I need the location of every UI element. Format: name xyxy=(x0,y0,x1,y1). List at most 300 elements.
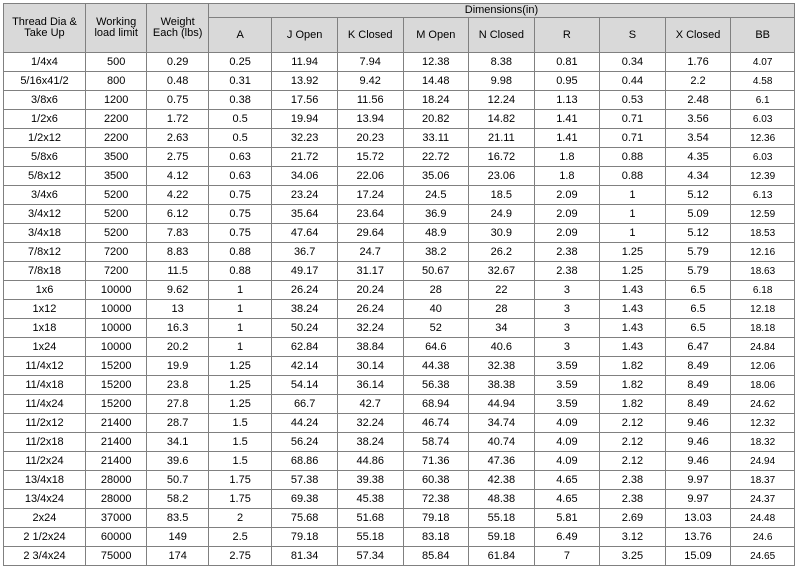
table-cell: 56.38 xyxy=(403,376,469,395)
table-cell: 44.38 xyxy=(403,357,469,376)
table-cell: 1.8 xyxy=(534,167,600,186)
table-cell: 2200 xyxy=(85,110,146,129)
table-cell: 46.74 xyxy=(403,414,469,433)
table-cell: 8.49 xyxy=(665,357,731,376)
table-cell: 58.74 xyxy=(403,433,469,452)
table-cell: 4.09 xyxy=(534,433,600,452)
table-cell: 35.06 xyxy=(403,167,469,186)
header-thread: Thread Dia & Take Up xyxy=(4,4,86,53)
table-cell: 15.72 xyxy=(337,148,403,167)
table-cell: 18.32 xyxy=(731,433,795,452)
table-cell: 26.2 xyxy=(469,243,535,262)
table-cell: 50.67 xyxy=(403,262,469,281)
table-cell: 1x24 xyxy=(4,338,86,357)
table-cell: 1.41 xyxy=(534,129,600,148)
table-cell: 3 xyxy=(534,281,600,300)
table-cell: 79.18 xyxy=(403,509,469,528)
table-row xyxy=(4,53,795,72)
table-cell: 37000 xyxy=(85,509,146,528)
table-cell: 60.38 xyxy=(403,471,469,490)
table-cell: 2.75 xyxy=(208,547,272,566)
table-cell: 68.86 xyxy=(272,452,338,471)
table-cell: 24.62 xyxy=(731,395,795,414)
table-cell: 3.59 xyxy=(534,376,600,395)
table-cell: 19.94 xyxy=(272,110,338,129)
table-cell: 19.9 xyxy=(147,357,208,376)
specs-table-container xyxy=(3,3,795,566)
table-cell: 0.34 xyxy=(600,53,666,72)
table-cell: 36.7 xyxy=(272,243,338,262)
table-cell: 0.75 xyxy=(208,224,272,243)
table-cell: 75000 xyxy=(85,547,146,566)
table-cell: 3.54 xyxy=(665,129,731,148)
table-cell: 9.46 xyxy=(665,452,731,471)
table-cell: 11/4x24 xyxy=(4,395,86,414)
table-cell: 6.49 xyxy=(534,528,600,547)
table-cell: 6.18 xyxy=(731,281,795,300)
table-cell: 12.18 xyxy=(731,300,795,319)
header-dimensions: Dimensions(in) xyxy=(208,4,794,18)
table-cell: 1.82 xyxy=(600,357,666,376)
table-cell: 1/2x12 xyxy=(4,129,86,148)
table-cell: 11.56 xyxy=(337,91,403,110)
table-cell: 5/16x41/2 xyxy=(4,72,86,91)
table-cell: 1/4x4 xyxy=(4,53,86,72)
table-cell: 500 xyxy=(85,53,146,72)
table-cell: 85.84 xyxy=(403,547,469,566)
table-cell: 17.24 xyxy=(337,186,403,205)
table-cell: 0.95 xyxy=(534,72,600,91)
table-cell: 2.48 xyxy=(665,91,731,110)
table-cell: 40 xyxy=(403,300,469,319)
table-cell: 2 3/4x24 xyxy=(4,547,86,566)
table-cell: 13/4x18 xyxy=(4,471,86,490)
table-cell: 5.09 xyxy=(665,205,731,224)
table-cell: 3500 xyxy=(85,148,146,167)
table-cell: 15200 xyxy=(85,376,146,395)
header-dim-7: X Closed xyxy=(665,18,731,53)
table-row xyxy=(4,471,795,490)
table-cell: 7/8x18 xyxy=(4,262,86,281)
table-cell: 34.06 xyxy=(272,167,338,186)
table-cell: 12.16 xyxy=(731,243,795,262)
table-cell: 5.79 xyxy=(665,262,731,281)
table-cell: 6.1 xyxy=(731,91,795,110)
table-cell: 1.72 xyxy=(147,110,208,129)
table-cell: 0.53 xyxy=(600,91,666,110)
table-cell: 83.5 xyxy=(147,509,208,528)
table-cell: 0.31 xyxy=(208,72,272,91)
table-body xyxy=(4,53,795,566)
table-cell: 1.25 xyxy=(208,395,272,414)
table-row xyxy=(4,490,795,509)
table-cell: 38.2 xyxy=(403,243,469,262)
table-cell: 174 xyxy=(147,547,208,566)
table-cell: 28.7 xyxy=(147,414,208,433)
table-cell: 1 xyxy=(600,205,666,224)
header-dim-3: M Open xyxy=(403,18,469,53)
table-cell: 10000 xyxy=(85,338,146,357)
table-cell: 1.25 xyxy=(600,262,666,281)
table-cell: 5.12 xyxy=(665,224,731,243)
table-cell: 11/4x18 xyxy=(4,376,86,395)
table-row xyxy=(4,509,795,528)
table-cell: 1 xyxy=(208,281,272,300)
table-cell: 1x6 xyxy=(4,281,86,300)
table-cell: 13.03 xyxy=(665,509,731,528)
table-cell: 20.23 xyxy=(337,129,403,148)
table-cell: 16.3 xyxy=(147,319,208,338)
table-cell: 21400 xyxy=(85,452,146,471)
table-cell: 57.34 xyxy=(337,547,403,566)
table-cell: 5200 xyxy=(85,205,146,224)
table-cell: 32.24 xyxy=(337,414,403,433)
table-row xyxy=(4,167,795,186)
table-cell: 33.11 xyxy=(403,129,469,148)
table-cell: 11/2x12 xyxy=(4,414,86,433)
table-cell: 47.36 xyxy=(469,452,535,471)
table-cell: 1 xyxy=(208,338,272,357)
table-cell: 1.25 xyxy=(600,243,666,262)
header-bb: BB xyxy=(731,18,795,53)
table-cell: 0.88 xyxy=(600,148,666,167)
table-row xyxy=(4,148,795,167)
table-cell: 2200 xyxy=(85,129,146,148)
table-cell: 24.94 xyxy=(731,452,795,471)
table-cell: 0.75 xyxy=(208,205,272,224)
table-cell: 12.38 xyxy=(403,53,469,72)
table-row xyxy=(4,395,795,414)
table-cell: 1200 xyxy=(85,91,146,110)
table-cell: 2.09 xyxy=(534,186,600,205)
table-cell: 5.81 xyxy=(534,509,600,528)
table-cell: 2.12 xyxy=(600,433,666,452)
table-cell: 0.44 xyxy=(600,72,666,91)
table-cell: 10000 xyxy=(85,281,146,300)
table-cell: 22 xyxy=(469,281,535,300)
table-row xyxy=(4,414,795,433)
table-cell: 1 xyxy=(600,224,666,243)
table-cell: 11.94 xyxy=(272,53,338,72)
table-cell: 9.42 xyxy=(337,72,403,91)
table-cell: 32.38 xyxy=(469,357,535,376)
header-dim-5: R xyxy=(534,18,600,53)
table-cell: 2x24 xyxy=(4,509,86,528)
table-cell: 1.82 xyxy=(600,395,666,414)
table-cell: 11/2x18 xyxy=(4,433,86,452)
table-cell: 32.24 xyxy=(337,319,403,338)
table-cell: 6.5 xyxy=(665,281,731,300)
table-cell: 5/8x6 xyxy=(4,148,86,167)
table-cell: 6.5 xyxy=(665,300,731,319)
header-load: Working load limit xyxy=(85,4,146,53)
table-cell: 23.24 xyxy=(272,186,338,205)
table-cell: 1.76 xyxy=(665,53,731,72)
table-cell: 4.65 xyxy=(534,490,600,509)
table-cell: 20.24 xyxy=(337,281,403,300)
header-dim-1: J Open xyxy=(272,18,338,53)
table-cell: 0.25 xyxy=(208,53,272,72)
table-cell: 79.18 xyxy=(272,528,338,547)
table-cell: 34 xyxy=(469,319,535,338)
table-cell: 71.36 xyxy=(403,452,469,471)
table-cell: 6.13 xyxy=(731,186,795,205)
table-cell: 3/4x6 xyxy=(4,186,86,205)
table-cell: 28000 xyxy=(85,471,146,490)
table-cell: 64.6 xyxy=(403,338,469,357)
table-cell: 24.6 xyxy=(731,528,795,547)
table-cell: 8.83 xyxy=(147,243,208,262)
table-cell: 9.98 xyxy=(469,72,535,91)
table-row xyxy=(4,452,795,471)
table-row xyxy=(4,376,795,395)
table-cell: 0.5 xyxy=(208,129,272,148)
table-cell: 1.43 xyxy=(600,281,666,300)
table-cell: 18.63 xyxy=(731,262,795,281)
table-cell: 3500 xyxy=(85,167,146,186)
table-cell: 54.14 xyxy=(272,376,338,395)
table-cell: 38.84 xyxy=(337,338,403,357)
table-cell: 1.43 xyxy=(600,300,666,319)
header-weight: Weight Each (lbs) xyxy=(147,4,208,53)
table-cell: 1.43 xyxy=(600,319,666,338)
table-cell: 1.82 xyxy=(600,376,666,395)
table-cell: 1x12 xyxy=(4,300,86,319)
table-cell: 60000 xyxy=(85,528,146,547)
table-cell: 12.32 xyxy=(731,414,795,433)
table-cell: 8.49 xyxy=(665,376,731,395)
table-cell: 18.24 xyxy=(403,91,469,110)
table-cell: 2 xyxy=(208,509,272,528)
table-cell: 52 xyxy=(403,319,469,338)
table-cell: 9.46 xyxy=(665,433,731,452)
table-cell: 57.38 xyxy=(272,471,338,490)
table-cell: 800 xyxy=(85,72,146,91)
table-row xyxy=(4,186,795,205)
table-cell: 24.48 xyxy=(731,509,795,528)
table-cell: 0.75 xyxy=(147,91,208,110)
table-cell: 7/8x12 xyxy=(4,243,86,262)
table-cell: 55.18 xyxy=(469,509,535,528)
table-cell: 14.48 xyxy=(403,72,469,91)
table-cell: 38.38 xyxy=(469,376,535,395)
table-cell: 44.24 xyxy=(272,414,338,433)
table-cell: 58.2 xyxy=(147,490,208,509)
table-cell: 28 xyxy=(403,281,469,300)
table-cell: 83.18 xyxy=(403,528,469,547)
table-cell: 23.8 xyxy=(147,376,208,395)
table-cell: 1/2x6 xyxy=(4,110,86,129)
table-cell: 3/4x18 xyxy=(4,224,86,243)
table-cell: 8.49 xyxy=(665,395,731,414)
table-cell: 3.25 xyxy=(600,547,666,566)
table-cell: 2.38 xyxy=(600,490,666,509)
table-cell: 7200 xyxy=(85,262,146,281)
table-cell: 5200 xyxy=(85,186,146,205)
table-cell: 1.25 xyxy=(208,376,272,395)
table-cell: 21.11 xyxy=(469,129,535,148)
table-cell: 3/8x6 xyxy=(4,91,86,110)
table-cell: 32.23 xyxy=(272,129,338,148)
table-cell: 4.09 xyxy=(534,414,600,433)
table-cell: 5200 xyxy=(85,224,146,243)
table-cell: 38.24 xyxy=(272,300,338,319)
table-row xyxy=(4,243,795,262)
table-cell: 40.74 xyxy=(469,433,535,452)
table-cell: 12.36 xyxy=(731,129,795,148)
table-cell: 47.64 xyxy=(272,224,338,243)
table-cell: 42.38 xyxy=(469,471,535,490)
table-cell: 149 xyxy=(147,528,208,547)
table-cell: 45.38 xyxy=(337,490,403,509)
table-cell: 28000 xyxy=(85,490,146,509)
table-cell: 4.35 xyxy=(665,148,731,167)
table-cell: 11/4x12 xyxy=(4,357,86,376)
table-cell: 22.06 xyxy=(337,167,403,186)
table-cell: 39.38 xyxy=(337,471,403,490)
table-cell: 2.09 xyxy=(534,205,600,224)
table-cell: 75.68 xyxy=(272,509,338,528)
table-row xyxy=(4,338,795,357)
table-cell: 31.17 xyxy=(337,262,403,281)
table-cell: 6.5 xyxy=(665,319,731,338)
table-row xyxy=(4,319,795,338)
table-cell: 17.56 xyxy=(272,91,338,110)
table-row xyxy=(4,528,795,547)
table-cell: 10000 xyxy=(85,300,146,319)
table-cell: 7.94 xyxy=(337,53,403,72)
table-cell: 9.62 xyxy=(147,281,208,300)
table-row xyxy=(4,547,795,566)
table-cell: 29.64 xyxy=(337,224,403,243)
table-row xyxy=(4,281,795,300)
table-cell: 23.64 xyxy=(337,205,403,224)
table-cell: 50.7 xyxy=(147,471,208,490)
table-cell: 15.09 xyxy=(665,547,731,566)
table-cell: 24.65 xyxy=(731,547,795,566)
table-cell: 2.38 xyxy=(534,243,600,262)
table-cell: 1x18 xyxy=(4,319,86,338)
table-cell: 24.7 xyxy=(337,243,403,262)
table-cell: 24.37 xyxy=(731,490,795,509)
table-cell: 28 xyxy=(469,300,535,319)
table-cell: 1.5 xyxy=(208,452,272,471)
table-cell: 69.38 xyxy=(272,490,338,509)
table-cell: 59.18 xyxy=(469,528,535,547)
table-cell: 4.09 xyxy=(534,452,600,471)
table-cell: 6.12 xyxy=(147,205,208,224)
table-cell: 18.5 xyxy=(469,186,535,205)
table-cell: 4.12 xyxy=(147,167,208,186)
table-cell: 21400 xyxy=(85,414,146,433)
table-cell: 0.48 xyxy=(147,72,208,91)
table-cell: 1.75 xyxy=(208,471,272,490)
table-cell: 51.68 xyxy=(337,509,403,528)
table-cell: 9.97 xyxy=(665,471,731,490)
table-cell: 12.59 xyxy=(731,205,795,224)
table-cell: 21400 xyxy=(85,433,146,452)
table-cell: 4.07 xyxy=(731,53,795,72)
table-cell: 3.59 xyxy=(534,395,600,414)
table-cell: 15200 xyxy=(85,357,146,376)
table-cell: 24.9 xyxy=(469,205,535,224)
table-cell: 23.06 xyxy=(469,167,535,186)
table-cell: 1 xyxy=(208,300,272,319)
header-dim-6: S xyxy=(600,18,666,53)
table-cell: 26.24 xyxy=(272,281,338,300)
table-cell: 6.03 xyxy=(731,148,795,167)
table-cell: 18.18 xyxy=(731,319,795,338)
table-row xyxy=(4,433,795,452)
table-cell: 7.83 xyxy=(147,224,208,243)
table-cell: 4.65 xyxy=(534,471,600,490)
table-cell: 34.1 xyxy=(147,433,208,452)
table-cell: 9.46 xyxy=(665,414,731,433)
table-row xyxy=(4,110,795,129)
table-cell: 30.9 xyxy=(469,224,535,243)
table-cell: 13.94 xyxy=(337,110,403,129)
table-cell: 14.82 xyxy=(469,110,535,129)
table-cell: 36.9 xyxy=(403,205,469,224)
table-cell: 21.72 xyxy=(272,148,338,167)
table-cell: 6.03 xyxy=(731,110,795,129)
table-cell: 12.24 xyxy=(469,91,535,110)
table-cell: 1 xyxy=(600,186,666,205)
table-cell: 66.7 xyxy=(272,395,338,414)
table-cell: 13 xyxy=(147,300,208,319)
table-cell: 1.13 xyxy=(534,91,600,110)
table-cell: 0.88 xyxy=(600,167,666,186)
table-cell: 3.12 xyxy=(600,528,666,547)
table-cell: 1.8 xyxy=(534,148,600,167)
table-cell: 2.09 xyxy=(534,224,600,243)
table-row xyxy=(4,224,795,243)
table-cell: 0.63 xyxy=(208,167,272,186)
table-row xyxy=(4,72,795,91)
table-cell: 0.71 xyxy=(600,129,666,148)
table-cell: 1.43 xyxy=(600,338,666,357)
table-cell: 36.14 xyxy=(337,376,403,395)
table-cell: 2.5 xyxy=(208,528,272,547)
table-cell: 2 1/2x24 xyxy=(4,528,86,547)
table-row xyxy=(4,357,795,376)
table-cell: 3 xyxy=(534,338,600,357)
table-cell: 4.22 xyxy=(147,186,208,205)
table-cell: 12.39 xyxy=(731,167,795,186)
table-cell: 1.41 xyxy=(534,110,600,129)
table-cell: 68.94 xyxy=(403,395,469,414)
header-dim-2: K Closed xyxy=(337,18,403,53)
table-cell: 22.72 xyxy=(403,148,469,167)
table-cell: 0.29 xyxy=(147,53,208,72)
table-cell: 0.75 xyxy=(208,186,272,205)
turnbuckle-dimensions-table xyxy=(3,3,795,566)
table-cell: 2.69 xyxy=(600,509,666,528)
table-cell: 0.63 xyxy=(208,148,272,167)
table-cell: 1.75 xyxy=(208,490,272,509)
table-cell: 18.37 xyxy=(731,471,795,490)
table-cell: 7200 xyxy=(85,243,146,262)
table-cell: 40.6 xyxy=(469,338,535,357)
table-cell: 0.71 xyxy=(600,110,666,129)
table-cell: 32.67 xyxy=(469,262,535,281)
table-cell: 24.84 xyxy=(731,338,795,357)
table-cell: 1.25 xyxy=(208,357,272,376)
table-cell: 20.2 xyxy=(147,338,208,357)
table-cell: 0.81 xyxy=(534,53,600,72)
table-cell: 39.6 xyxy=(147,452,208,471)
table-cell: 1 xyxy=(208,319,272,338)
